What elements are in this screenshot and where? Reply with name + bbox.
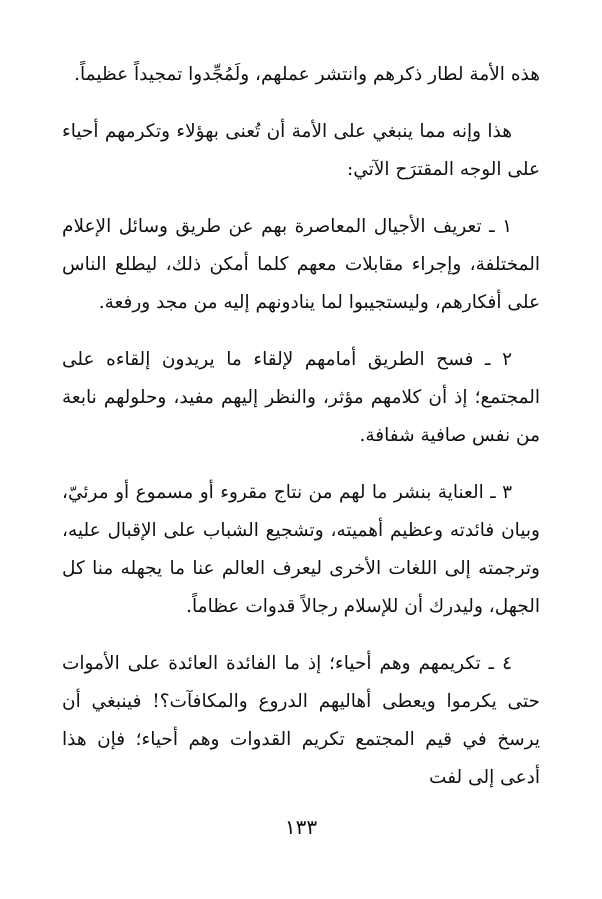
paragraph-item-1: ١ ـ تعريف الأجيال المعاصرة بهم عن طريق وسائل الإعلام المختلفة، وإجراء مقابلات معهم كلما أمكن ذلك، ليطلع الناس على أفكارهم، وليستجيبوا لما ينادونهم إليه من مجد ورفعة.: [62, 216, 540, 313]
paragraph-item-2: ٢ ـ فسح الطريق أمامهم لإلقاء ما يريدون إلقاءه على المجتمع؛ إذ أن كلامهم مؤثر، والنظر إليهم مفيد، وحلولهم نابعة من نفس صافية شفافة.: [62, 349, 540, 446]
paragraph-intro: هذا وإنه مما ينبغي على الأمة أن تُعنى بهؤلاء وتكرمهم أحياء على الوجه المقترَح الآتي:: [62, 121, 540, 180]
page-number: ١٣٣: [284, 815, 318, 839]
paragraph-continuation: هذه الأمة لطار ذكرهم وانتشر عملهم، ولَمُجِّدوا تمجيداً عظيماً.: [74, 64, 540, 85]
page-body: [62, 56, 540, 816]
paragraph-item-3: ٣ ـ العناية بنشر ما لهم من نتاج مقروء أو مسموع أو مرئيّ، وبيان فائدته وعظيم أهميته، وتشجيع الشباب على الإقبال عليه، وترجمته إلى اللغات الأخرى ليعرف العالم عنا ما يجهله منا كل الجهل، وليدرك أن للإسلام رجالاً قدوات عظاماً.: [62, 482, 540, 617]
paragraph-item-4: ٤ ـ تكريمهم وهم أحياء؛ إذ ما الفائدة العائدة على الأموات حتى يكرموا ويعطى أهاليهم الدروع والمكافآت؟! فينبغي أن يرسخ في قيم المجتمع تكريم القدوات وهم أحياء؛ فإن هذا أدعى إلى لفت: [62, 653, 540, 788]
